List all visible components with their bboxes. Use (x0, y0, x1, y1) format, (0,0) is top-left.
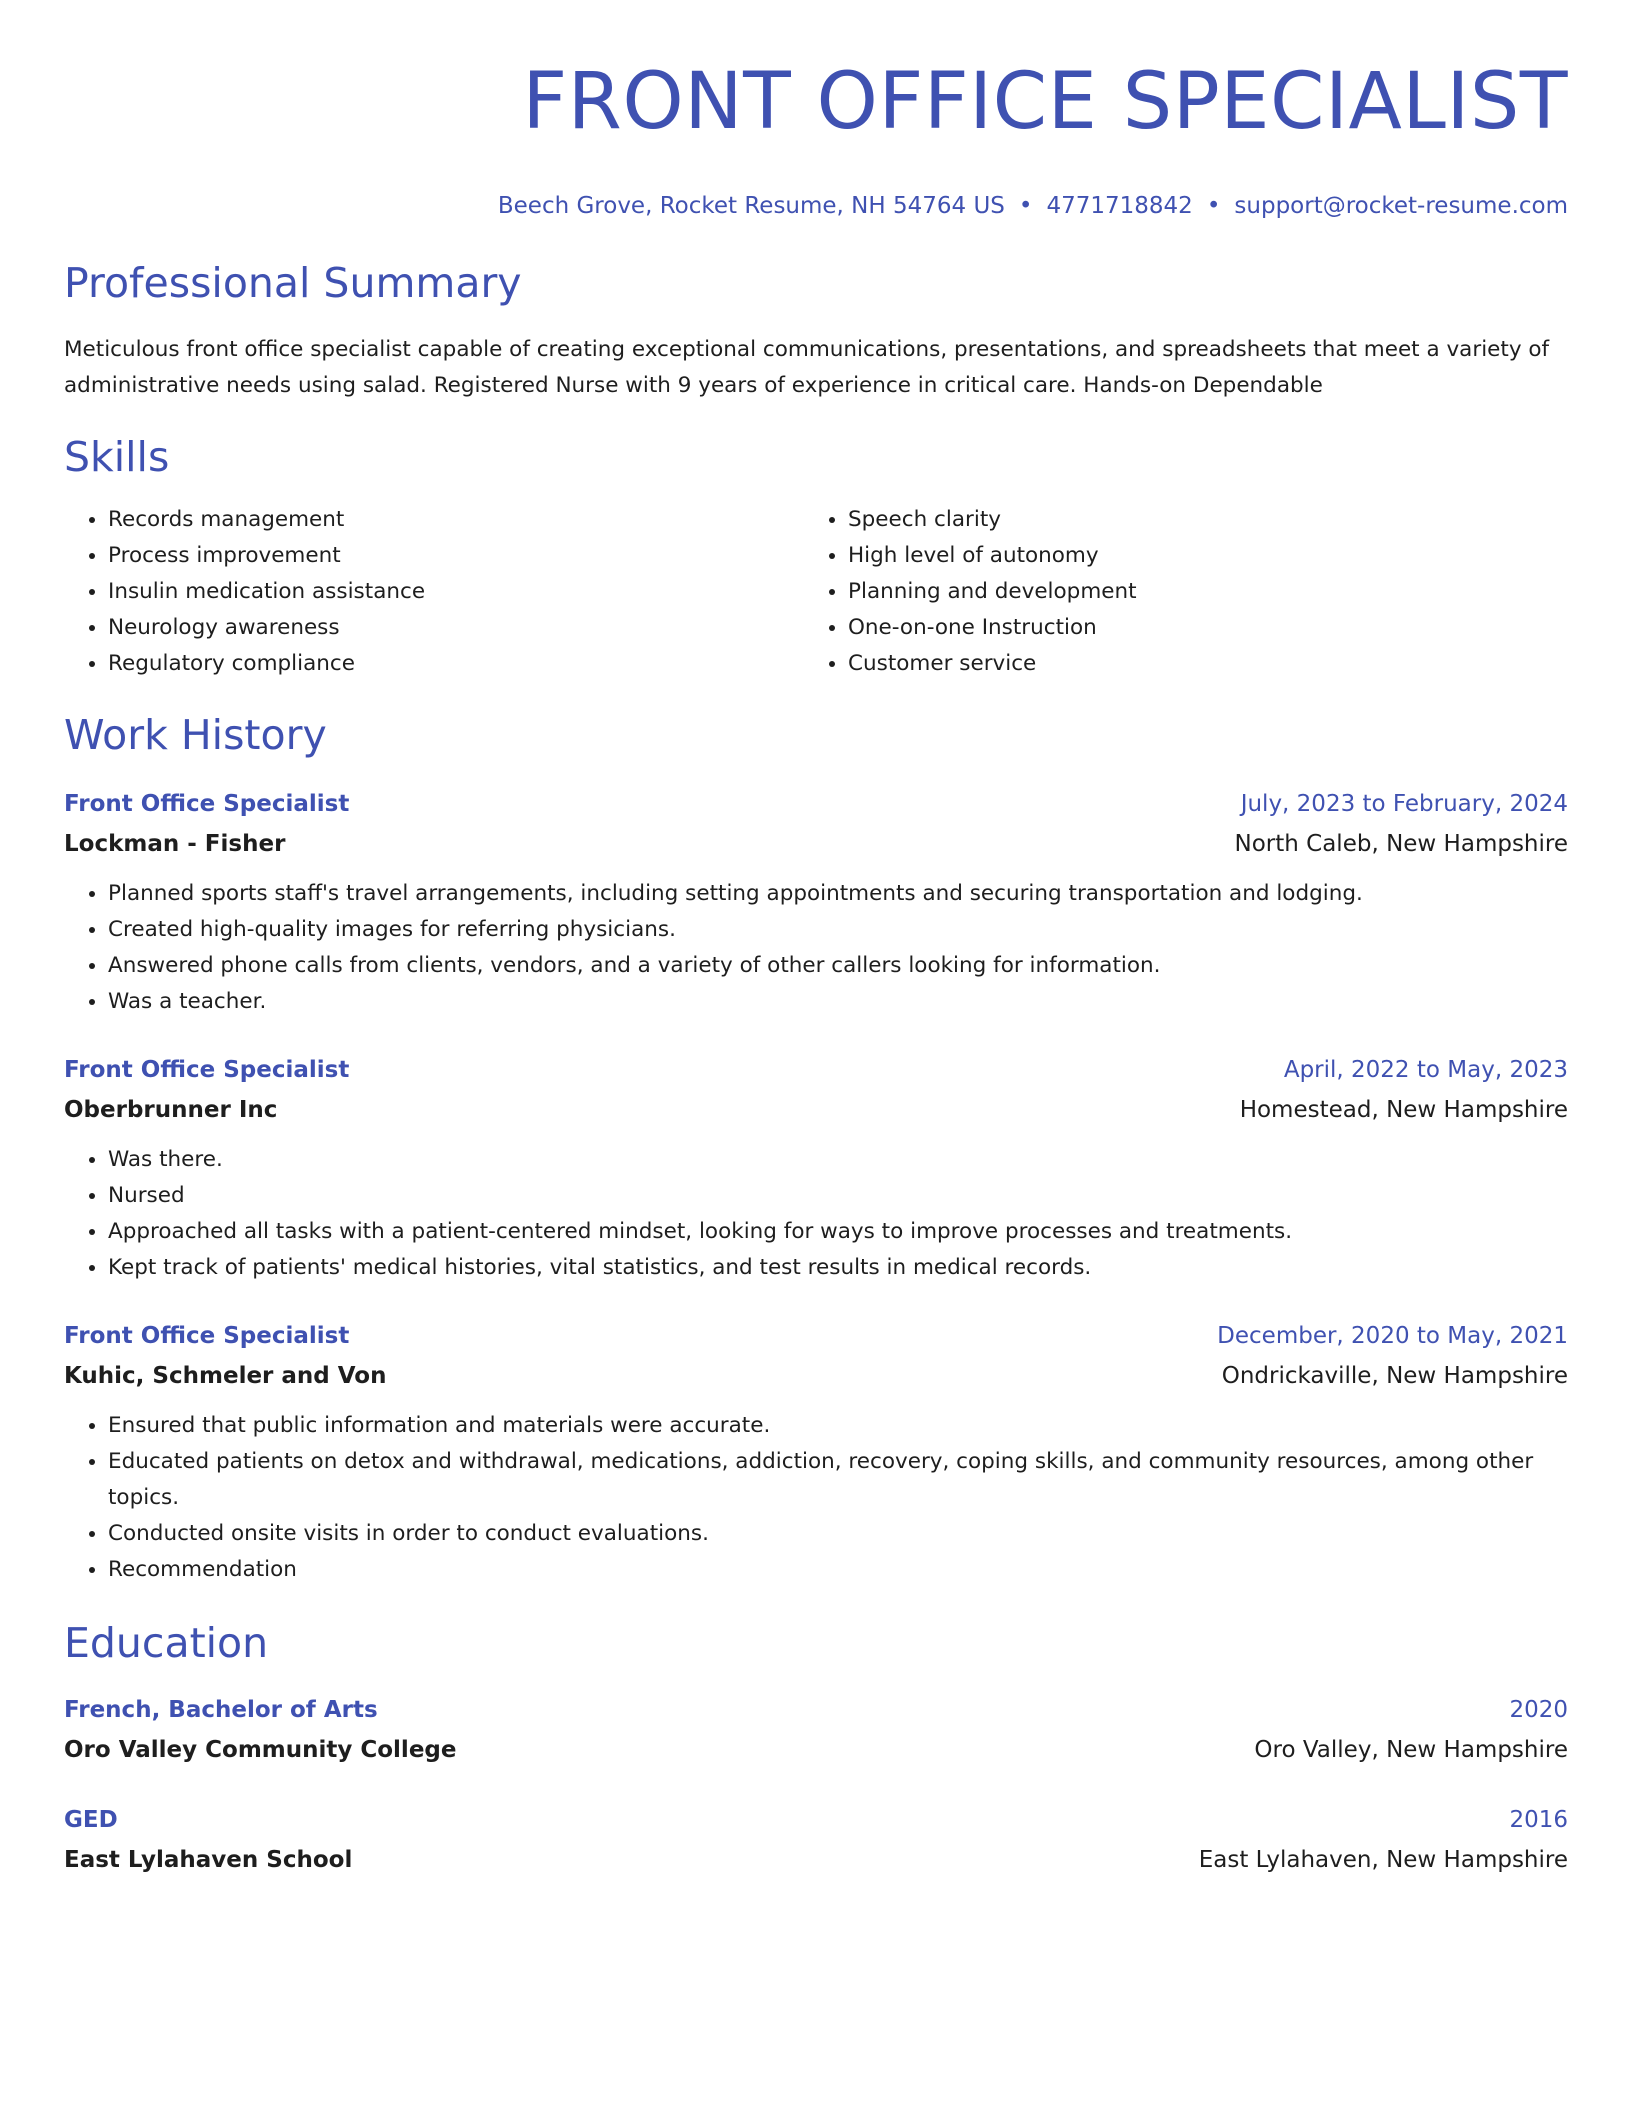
job-bullet: • Was a teacher. (108, 984, 1568, 1020)
contact-phone: 4771718842 (1046, 193, 1193, 219)
job-dates: April, 2022 to May, 2023 (1283, 1057, 1568, 1083)
skill-item: • One-on-one Instruction (848, 610, 1544, 646)
job-header-row (64, 1050, 1568, 1090)
skill-item: • Process improvement (108, 538, 804, 574)
education-location: East Lylahaven, New Hampshire (1198, 1847, 1568, 1873)
job-company-row (64, 824, 1568, 864)
skill-item: • Records management (108, 502, 804, 538)
education-year: 2016 (1509, 1807, 1568, 1833)
job-bullet: • Kept track of patients' medical histories, vital statistics, and test results in medical records. (108, 1250, 1568, 1286)
job-entry (64, 1316, 1568, 1588)
job-bullet: • Conducted onsite visits in order to conduct evaluations. (108, 1516, 1568, 1552)
job-location: North Caleb, New Hampshire (1234, 831, 1568, 857)
section-title-summary: Professional Summary (64, 259, 522, 307)
skills-column-right (804, 502, 1544, 682)
education-header-row (64, 1800, 1568, 1840)
job-dates: July, 2023 to February, 2024 (1240, 791, 1568, 817)
job-bullet: • Educated patients on detox and withdrawal, medications, addiction, recovery, coping skills, and community resources, among other topics. (108, 1444, 1568, 1516)
education-location: Oro Valley, New Hampshire (1254, 1737, 1568, 1763)
job-company: Lockman - Fisher (64, 831, 286, 857)
contact-email: support@rocket-resume.com (1234, 193, 1568, 219)
job-bullet: • Nursed (108, 1178, 1568, 1214)
skill-item: • Insulin medication assistance (108, 574, 804, 610)
job-bullets (64, 1142, 1568, 1286)
education-school-row (64, 1730, 1568, 1770)
skill-item: • Speech clarity (848, 502, 1544, 538)
skill-item: • Regulatory compliance (108, 646, 804, 682)
education-header-row (64, 1690, 1568, 1730)
job-bullets (64, 1408, 1568, 1588)
job-role: Front Office Specialist (64, 1323, 350, 1349)
section-title-work-history: Work History (64, 711, 327, 759)
job-entry (64, 784, 1568, 1020)
skill-item: • Neurology awareness (108, 610, 804, 646)
contact-address: Beech Grove, Rocket Resume, NH 54764 US (497, 193, 1005, 219)
job-bullet: • Created high-quality images for referring physicians. (108, 912, 1568, 948)
job-company-row (64, 1356, 1568, 1396)
job-dates: December, 2020 to May, 2021 (1217, 1323, 1568, 1349)
contact-separator: • (1206, 193, 1221, 219)
job-bullet: • Ensured that public information and materials were accurate. (108, 1408, 1568, 1444)
job-company-row (64, 1090, 1568, 1130)
job-header-row (64, 784, 1568, 824)
education-school: East Lylahaven School (64, 1847, 353, 1873)
section-title-skills: Skills (64, 433, 170, 481)
job-bullet: • Answered phone calls from clients, vendors, and a variety of other callers looking for information. (108, 948, 1568, 984)
contact-line (64, 192, 1568, 220)
education-degree: GED (64, 1807, 118, 1833)
candidate-title: FRONT OFFICE SPECIALIST (522, 57, 1568, 147)
job-role: Front Office Specialist (64, 1057, 350, 1083)
education-entry (64, 1800, 1568, 1880)
education-year: 2020 (1509, 1697, 1568, 1723)
resume-header (64, 0, 1568, 220)
education-entry (64, 1690, 1568, 1770)
job-company: Kuhic, Schmeler and Von (64, 1363, 387, 1389)
job-header-row (64, 1316, 1568, 1356)
education-school-row (64, 1840, 1568, 1880)
education-school: Oro Valley Community College (64, 1737, 457, 1763)
skill-item: • High level of autonomy (848, 538, 1544, 574)
job-company: Oberbrunner Inc (64, 1097, 278, 1123)
job-location: Homestead, New Hampshire (1239, 1097, 1568, 1123)
job-bullet: • Planned sports staff's travel arrangements, including setting appointments and securing transportation and lodging. (108, 876, 1568, 912)
contact-separator: • (1018, 193, 1033, 219)
skills-list (64, 502, 1568, 682)
section-title-education: Education (64, 1619, 269, 1667)
job-entry (64, 1050, 1568, 1286)
summary-text: Meticulous front office specialist capable of creating exceptional communications, presentations, and spreadsheets that meet a variety of administrative needs using salad. Registered Nurse with 9 years of experience in critical care. Hands-on Dependable (64, 337, 1550, 398)
job-bullet: • Approached all tasks with a patient-centered mindset, looking for ways to improve processes and treatments. (108, 1214, 1568, 1250)
skill-item: • Planning and development (848, 574, 1544, 610)
skills-column-left (64, 502, 804, 682)
job-location: Ondrickaville, New Hampshire (1221, 1363, 1568, 1389)
job-bullets (64, 876, 1568, 1020)
education-degree: French, Bachelor of Arts (64, 1697, 378, 1723)
skill-item: • Customer service (848, 646, 1544, 682)
job-bullet: • Was there. (108, 1142, 1568, 1178)
job-bullet: • Recommendation (108, 1552, 1568, 1588)
job-role: Front Office Specialist (64, 791, 350, 817)
